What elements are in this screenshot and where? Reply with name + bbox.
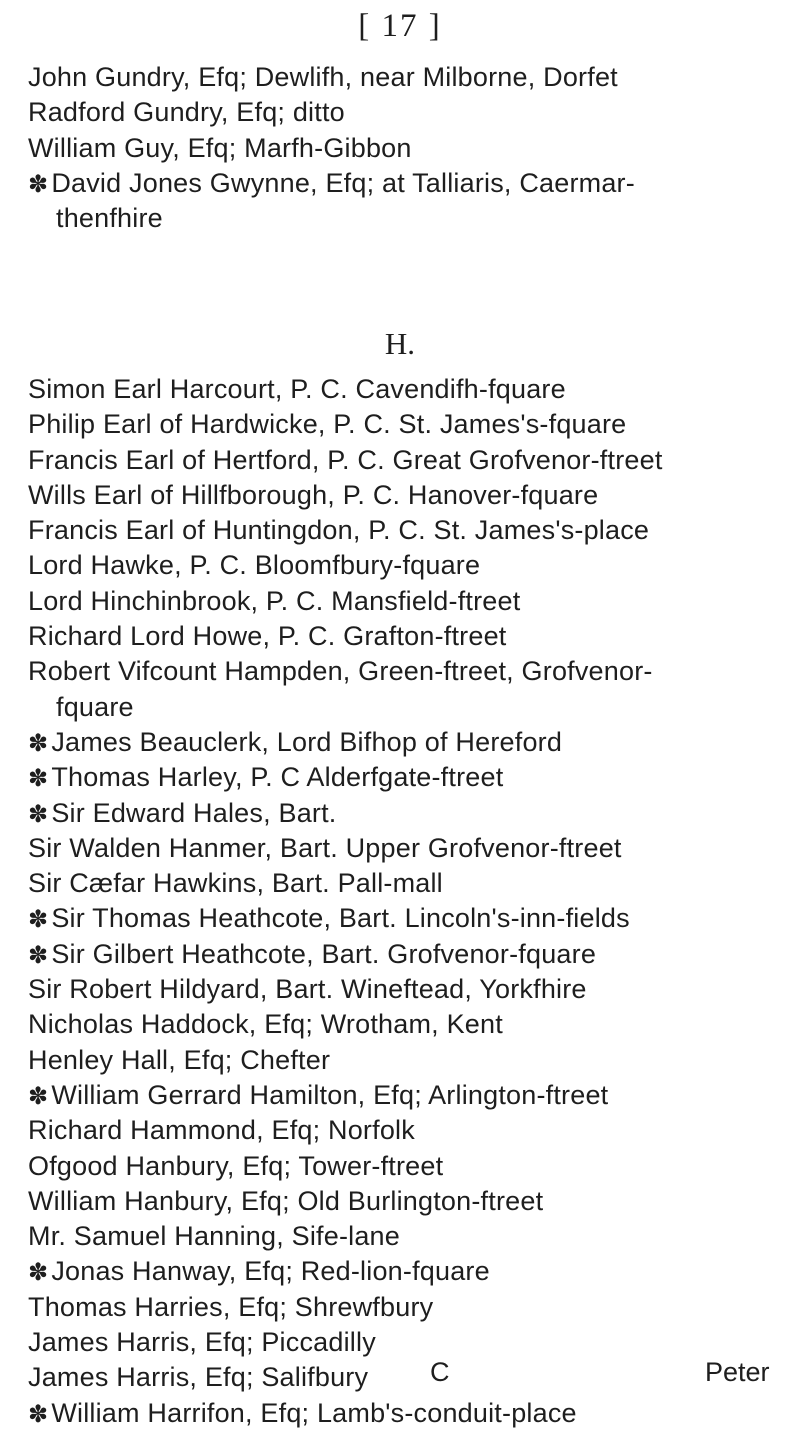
subscriber-entry — [28, 1007, 788, 1042]
section-heading: H. — [384, 326, 416, 361]
entry-text: Mr. Samuel Hanning, Sife-lane — [28, 1221, 400, 1252]
subscriber-entry — [28, 760, 788, 795]
entry-text: Sir Cæfar Hawkins, Bart. Pall-mall — [28, 868, 443, 899]
entry-text: fquare — [56, 691, 134, 722]
entry-text: Philip Earl of Hardwicke, P. C. St. James's-fquare — [28, 409, 627, 440]
signature-mark: C — [430, 1357, 450, 1387]
subscriber-entry — [28, 1184, 788, 1219]
subscriber-entry — [28, 166, 788, 201]
subscriber-entry — [28, 619, 788, 654]
asterisk-icon: ✽ — [28, 729, 49, 757]
subscriber-entry — [28, 937, 788, 972]
catchword: Peter — [705, 1357, 770, 1387]
entry-text: Ofgood Hanbury, Efq; Tower-ftreet — [28, 1150, 444, 1181]
subscriber-entry — [28, 725, 788, 760]
subscriber-entry — [28, 60, 788, 95]
asterisk-icon: ✽ — [28, 1400, 49, 1428]
entry-text: William Hanbury, Efq; Old Burlington-ftreet — [28, 1185, 544, 1216]
subscriber-entry — [28, 201, 788, 236]
subscriber-entry — [28, 443, 788, 478]
entries-top — [28, 60, 788, 236]
entry-text: William Harrifon, Efq; Lamb's-conduit-place — [51, 1397, 577, 1428]
subscriber-entry — [28, 1360, 788, 1395]
entry-text: William Guy, Efq; Marfh-Gibbon — [28, 132, 412, 163]
subscriber-entry — [28, 1396, 788, 1431]
subscriber-entry — [28, 1290, 788, 1325]
asterisk-icon: ✽ — [28, 1082, 49, 1110]
subscriber-entry — [28, 1043, 788, 1078]
asterisk-icon: ✽ — [28, 765, 49, 793]
subscriber-entry — [28, 1219, 788, 1254]
entry-text: James Beauclerk, Lord Bifhop of Hereford — [51, 726, 563, 757]
entry-text: Lord Hinchinbrook, P. C. Mansfield-ftreet — [28, 585, 521, 616]
entry-text: John Gundry, Efq; Dewlifh, near Milborne, Dorfet — [28, 62, 618, 92]
subscriber-entry — [28, 95, 788, 130]
subscriber-entry — [28, 1078, 788, 1113]
entry-text: Sir Thomas Heathcote, Bart. Lincoln's-inn-fields — [51, 903, 630, 934]
subscriber-entry — [28, 407, 788, 442]
entry-text: Wills Earl of Hillfborough, P. C. Hanover-fquare — [28, 479, 599, 510]
subscriber-entry — [28, 1254, 788, 1289]
entry-text: Jonas Hanway, Efq; Red-lion-fquare — [51, 1256, 490, 1287]
subscriber-entry — [28, 584, 788, 619]
entry-text: Thomas Harries, Efq; Shrewfbury — [28, 1291, 434, 1322]
subscriber-entry — [28, 654, 788, 689]
entry-text: James Harris, Efq; Salifbury — [28, 1362, 369, 1393]
entry-text: David Jones Gwynne, Efq; at Talliaris, Caermar- — [51, 167, 635, 198]
subscriber-entry — [28, 1325, 788, 1360]
subscriber-entry — [28, 690, 788, 725]
page-number: [ 17 ] — [358, 8, 442, 44]
subscriber-entry — [28, 548, 788, 583]
asterisk-icon: ✽ — [28, 941, 49, 969]
entry-text: Sir Walden Hanmer, Bart. Upper Grofvenor-ftreet — [28, 832, 622, 863]
subscriber-entry — [28, 796, 788, 831]
subscriber-entry — [28, 866, 788, 901]
entry-text: Robert Vifcount Hampden, Green-ftreet, Grofvenor- — [28, 656, 653, 687]
entry-text: Richard Lord Howe, P. C. Grafton-ftreet — [28, 621, 507, 652]
subscriber-entry — [28, 831, 788, 866]
subscriber-entry — [28, 478, 788, 513]
entries-h-section — [28, 372, 788, 1431]
subscriber-entry — [28, 1149, 788, 1184]
asterisk-icon: ✽ — [28, 1259, 49, 1287]
entry-text: Sir Gilbert Heathcote, Bart. Grofvenor-fquare — [51, 938, 597, 969]
subscriber-entry — [28, 513, 788, 548]
entry-text: thenfhire — [56, 203, 163, 234]
entry-text: Thomas Harley, P. C Alderfgate-ftreet — [51, 762, 504, 793]
subscriber-entry — [28, 901, 788, 936]
subscriber-entry — [28, 972, 788, 1007]
entry-text: Radford Gundry, Efq; ditto — [28, 97, 345, 128]
entry-text: William Gerrard Hamilton, Efq; Arlington-ftreet — [51, 1079, 609, 1110]
entry-text: Francis Earl of Huntingdon, P. C. St. James's-place — [28, 515, 650, 546]
subscriber-entry — [28, 372, 788, 407]
entry-text: Simon Earl Harcourt, P. C. Cavendifh-fquare — [28, 374, 566, 404]
subscriber-entry — [28, 131, 788, 166]
entry-text: Francis Earl of Hertford, P. C. Great Grofvenor-ftreet — [28, 444, 663, 475]
entry-text: Nicholas Haddock, Efq; Wrotham, Kent — [28, 1009, 503, 1040]
entry-text: Sir Robert Hildyard, Bart. Wineftead, Yorkfhire — [28, 974, 587, 1005]
entry-text: Lord Hawke, P. C. Bloomfbury-fquare — [28, 550, 481, 581]
asterisk-icon: ✽ — [28, 170, 49, 198]
entry-text: Sir Edward Hales, Bart. — [51, 797, 337, 828]
entry-text: Richard Hammond, Efq; Norfolk — [28, 1115, 415, 1146]
asterisk-icon: ✽ — [28, 906, 49, 934]
entry-text: Henley Hall, Efq; Chefter — [28, 1044, 331, 1075]
entry-text: James Harris, Efq; Piccadilly — [28, 1327, 376, 1358]
subscriber-entry — [28, 1113, 788, 1148]
asterisk-icon: ✽ — [28, 800, 49, 828]
